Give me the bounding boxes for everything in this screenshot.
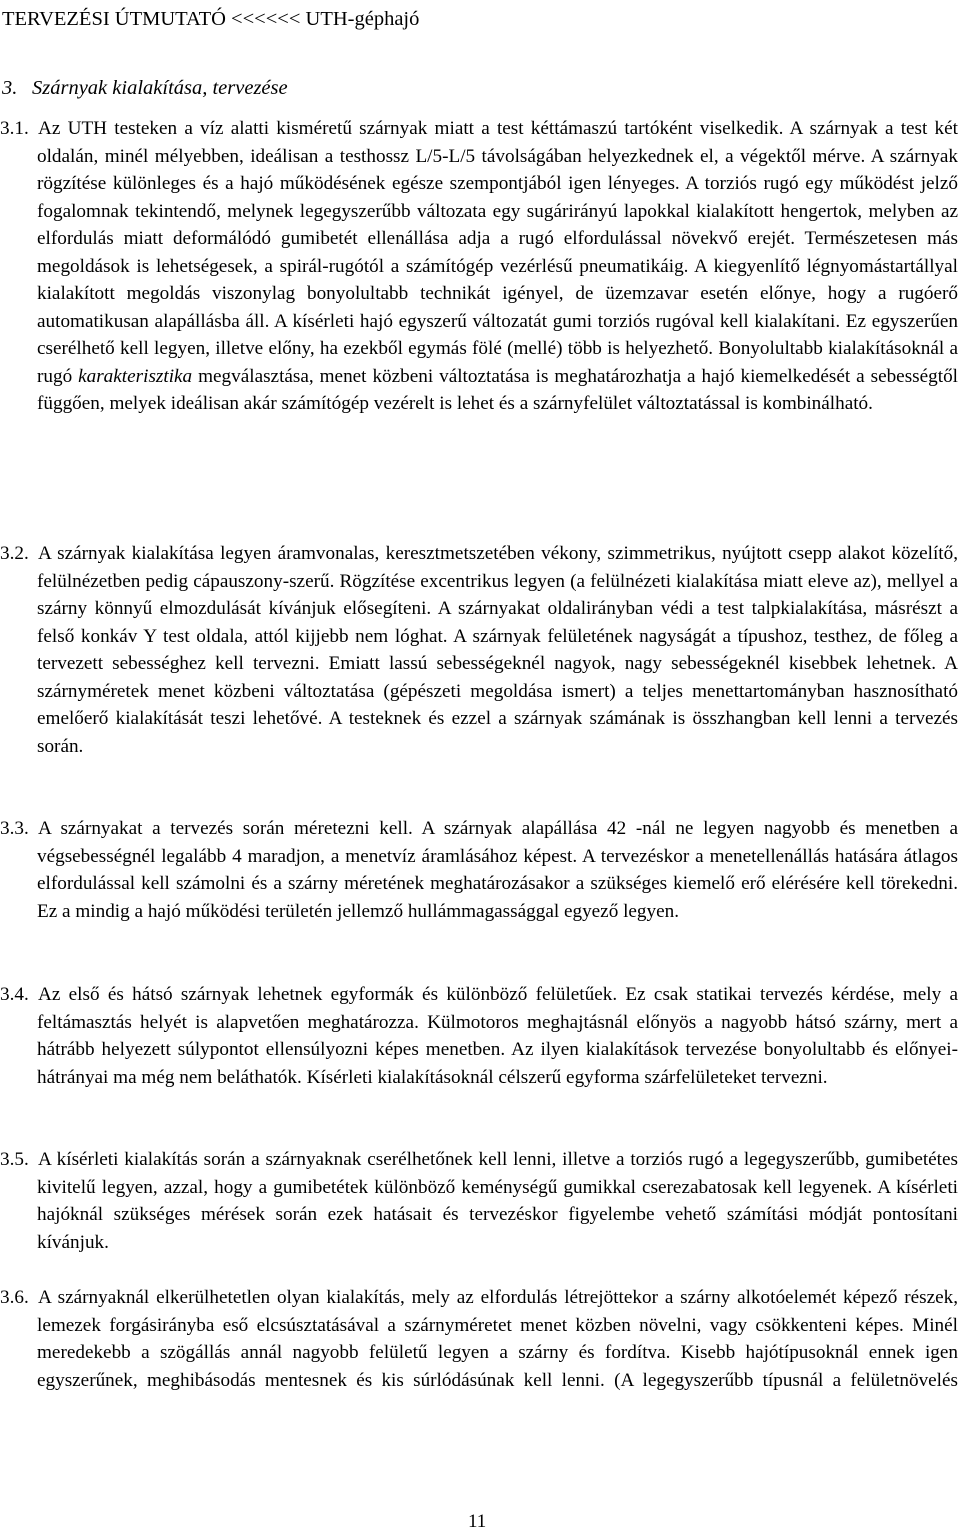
paragraph-3-4 <box>0 981 958 1091</box>
paragraph-text: A kísérleti kialakítás során a szárnyaknak cserélhetőnek kell lenni, illetve a torziós rugó a legegyszerűbb, gumibetétes kivitelű legyen, azzal, hogy a gumibetétek különböző keménységű gumikkal cserezabatosak kell legyenek. A kísérleti hajóknál szükséges mérések során ezek hatásait és tervezéskor figyelembe vehető számítási módját pontosítani kívánjuk. <box>37 1149 958 1253</box>
paragraph-italic-term: karakterisztika <box>78 365 193 387</box>
paragraph-3-5 <box>0 1146 958 1256</box>
paragraph-3-2 <box>0 540 958 760</box>
paragraph-body <box>0 115 958 418</box>
paragraph-body <box>0 540 958 760</box>
section-number: 3. <box>2 77 18 99</box>
paragraph-number: 3.2. <box>0 543 29 564</box>
paragraph-text-continued: megválasztása, menet közbeni változtatása is meghatározhatja a hajó kiemelkedését a sebességtől függően, melyek ideálisan akár számítógép vezérelt is lehet és a szárnyfelület változtatással is kombinálható. <box>37 365 958 414</box>
paragraph-body <box>0 1284 958 1394</box>
paragraph-text: A szárnyakat a tervezés során méretezni kell. A szárnyak alapállása 42 -nál ne legyen nagyobb és menetben a végsebességnél legalább 4 maradjon, a menetvíz áramlásához képest. A tervezéskor a menetellenállás hatására átlagos elfordulással kell számolni és a szárny méretének meghatározásakor a szükséges kiemelő erő elérésére kell törekedni. Ez a mindig a hajó működési területén jellemző hullámmagassággal egyező legyen. <box>37 818 958 922</box>
paragraph-text: A szárnyaknál elkerülhetetlen olyan kialakítás, mely az elfordulás létrejöttekor a szárny alkotóelemét képező részek, lemezek forgásirányba eső elcsúsztatásával a szárnyméretet menet közben növelni, vagy csökkenteni képes. Minél meredekebb a szögállás annál nagyobb felületű legyen a szárny és fordítva. Kisebb hajótípusoknál ennek igen egyszerűnek, meghibásodás mentesnek és kis súrlódásúnak kell lenni. (A legegyszerűbb típusnál a felületnövelés <box>37 1287 958 1391</box>
paragraph-number: 3.6. <box>0 1287 29 1308</box>
document-header: TERVEZÉSI ÚTMUTATÓ <<<<<< UTH-géphajó <box>2 8 420 30</box>
paragraph-text: A szárnyak kialakítása legyen áramvonalas, keresztmetszetében vékony, szimmetrikus, nyújtott csepp alakot közelítő, felülnézetben pedig cápauszony-szerű. Rögzítése excentrikus legyen (a felülnézeti kialakítása miatt eleve az), mellyel a szárny könnyű elmozdulását kívánjuk elősegíteni. A szárnyakat oldalirányban védi a test talpkialakítása, másrészt a felső konkáv Y test oldala, attól kijjebb nem lóghat. A szárnyak felületének nagyságát a típushoz, testhez, de főleg a tervezett sebességhez kell tervezni. Emiatt lassú sebességeknél nagyok, nagy sebességeknél kisebbek lehetnek. A szárnyméretek menet közbeni változtatása (gépészeti megoldása ismert) a teljes menettartományban hasznosítható emelőerő kialakítását teszi lehetővé. A testeknek és ezzel a szárnyak számának is összhangban kell lenni a tervezés során. <box>37 543 958 757</box>
paragraph-3-6 <box>0 1284 958 1394</box>
paragraph-number: 3.1. <box>0 118 29 139</box>
paragraph-body <box>0 1146 958 1256</box>
section-title <box>2 75 288 101</box>
paragraph-body <box>0 815 958 925</box>
paragraph-3-3 <box>0 815 958 925</box>
page-number: 11 <box>468 1511 487 1532</box>
paragraph-text: Az UTH testeken a víz alatti kisméretű szárnyak miatt a test kéttámaszú tartóként viselkedik. A szárnyak a test két oldalán, minél mélyebben, ideálisan a testhossz L/5-L/5 távolságában helyezkednek el, a végektől mérve. A szárnyak rögzítése különleges és a hajó működésének egésze szempontjából igen lényeges. A torziós rugó egy működést jelző fogalomnak tekintendő, melynek legegyszerűbb változata egy sugárirányú lapokkal kialakított hengertok, melyben az elfordulás miatt deformálódó gumibetét ellenállása adja a rugó elfordulással növekvő erejét. Természetesen más megoldások is lehetségesek, a spirál-rugótól a számítógép vezérlésű pneumatikáig. A kiegyenlítő légnyomástartállyal kialakított megoldás viszonylag bonyolultabb technikát igényel, de üzemzavar esetén előnye, hogy a rugóerő automatikusan alapállásba áll. A kísérleti hajó egyszerű változatát gumi torziós rugóval kell kialakítani. Ez egyszerűen cserélhető kell legyen, illetve előny, ha ezekből egymás fölé (mellé) több is helyezhető. Bonyolultabb kialakításoknál a rugó <box>37 118 958 387</box>
paragraph-text: Az első és hátsó szárnyak lehetnek egyformák és különböző felületűek. Ez csak statikai tervezés kérdése, mely a feltámasztás helyét is alapvetően meghatározza. Külmotoros meghajtásnál előnyös a nagyobb hátsó szárny, mert a hátrább helyezett súlypontot ellensúlyozni képes menetben. Az ilyen kialakítások tervezése bonyolultabb és előnyei-hátrányai ma még nem beláthatók. Kísérleti kialakításoknál célszerű egyforma szárfelületeket tervezni. <box>37 984 958 1088</box>
section-title-text: Szárnyak kialakítása, tervezése <box>32 77 288 99</box>
paragraph-body <box>0 981 958 1091</box>
paragraph-number: 3.3. <box>0 818 29 839</box>
paragraph-3-1 <box>0 115 958 418</box>
paragraph-number: 3.5. <box>0 1149 29 1170</box>
paragraph-number: 3.4. <box>0 984 29 1005</box>
